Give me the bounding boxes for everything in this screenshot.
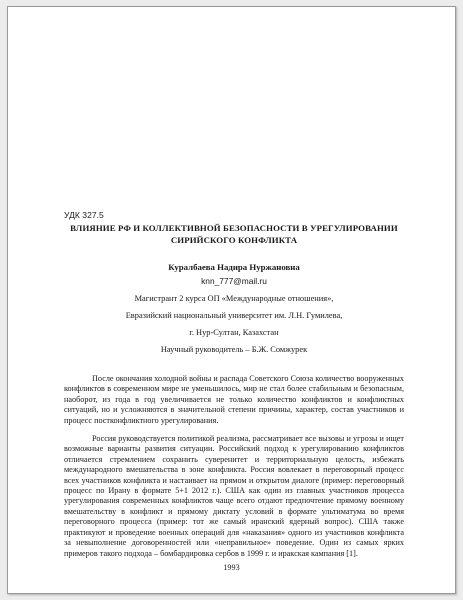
affiliation-line: Евразийский национальный университет им. Л.Н. Гумилева, [125,311,343,320]
supervisor-line: Научный руководитель – Б.Ж. Сомжурек [160,345,308,354]
article-title [64,222,404,246]
affiliation-line: Магистрант 2 курса ОП «Международные отношения», [134,294,334,303]
author-block [64,261,404,355]
paragraph: После окончания холодной войны и распада Советского Союза количество вооруженных конфликтов в современном мире не уменьшилось, мир не стал более стабильным и безопасным, наоборот, из года в год увеличивается не только количество конфликтов и конфликтных ситуаций, но и усложняются в значительной степени причины, характер, состав участников и процесс постконфликтного урегулирования. [64,374,404,425]
paragraph: Россия руководствуется политикой реализма, рассматривает все вызовы и угрозы и ищет возможные варианты развития ситуации. Российский подход к урегулированию конфликтов отличается стремлением сохранить суверенитет и территориальную целость, избежать международного вмешательства в зоне конфликта. Россия вовлекает в переговорный процесс всех участников конфликта и настаивает на прямом и открытом диалоге (пример: переговорный процесс по Ирану в формате 5+1 2012 г.). США как один из главных участников процесса урегулирования современных конфликтов чаще всего отдают предпочтение прямому военному вмешательству в конфликт и прямому диктату условий в формате ультиматума во время переговорного процесса (пример: тот же самый иранский ядерный вопрос). США также практикуют и проведение военных операций для «наказания» одного из участников конфликта за невыполнение договоренностей или «неправильное» поведение. Один из самых ярких примеров такого подхода – бомбардировка сербов в 1999 г. и иракская кампания [1]. [64,434,404,558]
author-email: knn_777@mail.ru [201,276,267,286]
title-line: СИРИЙСКОГО КОНФЛИКТА [170,235,298,245]
page-content [64,210,404,559]
page-number: 1993 [223,563,240,572]
affiliation-line: г. Нур-Султан, Казахстан [189,328,279,337]
author-name: Куралбаева Надира Нуржановна [168,262,300,272]
title-line: ВЛИЯНИЕ РФ И КОЛЛЕКТИВНОЙ БЕЗОПАСНОСТИ В УРЕГУЛИРОВАНИИ [70,223,398,233]
udc-code: УДК 327.5 [64,210,104,220]
document-page [7,6,456,594]
body-text [64,374,404,559]
